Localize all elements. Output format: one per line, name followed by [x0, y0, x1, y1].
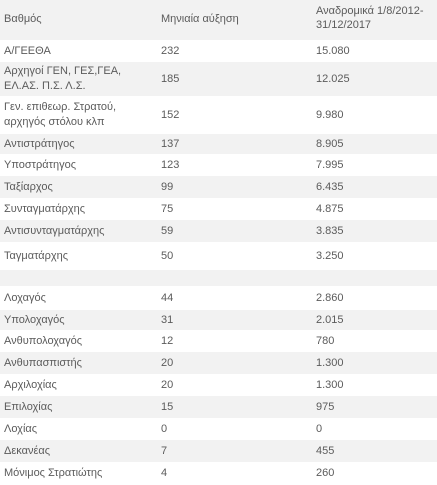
rank-cell: Ανθυπασπιστής — [4, 357, 82, 369]
monthly-increase-cell: 0 — [161, 423, 168, 435]
retroactive-cell: 780 — [316, 335, 335, 347]
rank-cell: Ταξίαρχος — [4, 181, 53, 193]
rank-cell: Α/ΓΕΕΘΑ — [4, 45, 51, 57]
monthly-increase-cell: 20 — [161, 379, 174, 391]
monthly-increase-cell: 12 — [161, 335, 174, 347]
monthly-increase-cell: 20 — [161, 357, 174, 369]
monthly-increase-cell: 31 — [161, 314, 174, 326]
retroactive-cell: 455 — [316, 445, 335, 457]
rank-cell: Αντισυνταγματάρχης — [4, 225, 105, 237]
retroactive-cell: 0 — [316, 423, 323, 435]
retroactive-cell: 12.025 — [316, 73, 350, 85]
table-row — [0, 462, 437, 485]
monthly-increase-cell: 232 — [161, 45, 180, 57]
monthly-increase-cell: 50 — [161, 250, 174, 262]
rank-cell: Υποστράτηγος — [4, 159, 77, 171]
table-row — [0, 330, 437, 352]
retroactive-cell: 1.300 — [316, 357, 344, 369]
rank-cell: Ανθυπολοχαγός — [4, 335, 83, 347]
header-retroactive-line2: 31/12/2017 — [316, 19, 372, 31]
monthly-increase-cell: 15 — [161, 401, 174, 413]
rank-cell: Γεν. επιθεωρ. Στρατού, αρχηγός στόλου κλπ — [4, 101, 117, 128]
retroactive-cell: 9.980 — [316, 109, 344, 121]
table-row — [0, 352, 437, 374]
retroactive-cell: 6.435 — [316, 181, 344, 193]
rank-cell: Λοχαγός — [4, 292, 46, 304]
rank-cell: Επιλοχίας — [4, 401, 53, 413]
retroactive-cell: 3.835 — [316, 225, 344, 237]
monthly-increase-cell: 4 — [161, 467, 168, 479]
retroactive-cell: 2.860 — [316, 292, 344, 304]
header-monthly-increase: Μηνιαία αύξηση — [161, 13, 239, 25]
header-retroactive-line1: Αναδρομικά 1/8/2012- — [316, 5, 424, 17]
retroactive-cell: 1.300 — [316, 379, 344, 391]
monthly-increase-cell: 99 — [161, 181, 174, 193]
retroactive-cell: 3.250 — [316, 250, 344, 262]
retroactive-cell: 260 — [316, 467, 335, 479]
table-row — [0, 286, 437, 310]
rank-cell: Λοχίας — [4, 423, 38, 435]
rank-cell: Δεκανέας — [4, 445, 51, 457]
monthly-increase-cell: 152 — [161, 109, 180, 121]
rank-cell: Συνταγματάρχης — [4, 203, 86, 215]
monthly-increase-cell: 7 — [161, 445, 168, 457]
monthly-increase-cell: 59 — [161, 225, 174, 237]
rank-cell: Μόνιμος Στρατιώτης — [4, 467, 103, 479]
rank-cell: Αντιστράτηγος — [4, 138, 75, 150]
monthly-increase-cell: 75 — [161, 203, 174, 215]
retroactive-cell: 8.905 — [316, 138, 344, 150]
table-row — [0, 396, 437, 418]
table-row — [0, 440, 437, 462]
rank-cell: Αρχιλοχίας — [4, 379, 57, 391]
table-row — [0, 310, 437, 330]
retroactive-cell: 15.080 — [316, 45, 350, 57]
rank-cell: Αρχηγοί ΓΕΝ, ΓΕΣ,ΓΕΑ, ΕΛ.ΑΣ. Π.Σ. Λ.Σ. — [4, 65, 122, 92]
monthly-increase-cell: 44 — [161, 292, 174, 304]
monthly-increase-cell: 185 — [161, 73, 180, 85]
header-rank: Βαθμός — [4, 13, 42, 25]
rank-cell: Υπολοχαγός — [4, 314, 65, 326]
table-row — [0, 418, 437, 440]
retroactive-cell: 2.015 — [316, 314, 344, 326]
monthly-increase-cell: 123 — [161, 159, 180, 171]
table-row — [0, 374, 437, 396]
monthly-increase-cell: 137 — [161, 138, 180, 150]
retroactive-cell: 7.995 — [316, 159, 344, 171]
retroactive-cell: 975 — [316, 401, 335, 413]
rank-cell: Ταγματάρχης — [4, 250, 69, 262]
retroactive-cell: 4.875 — [316, 203, 344, 215]
